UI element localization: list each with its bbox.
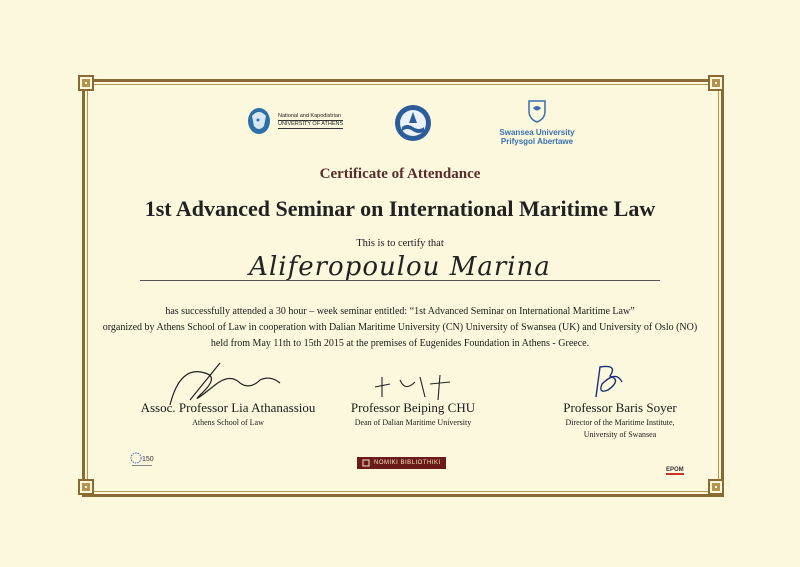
athens-logo-line1: National and Kapodistrian [278, 113, 343, 121]
certificate-body [100, 304, 700, 352]
signatory-name: Professor Beiping CHU [350, 400, 476, 415]
frame-corner-bottom-left [78, 479, 94, 495]
recipient-name: Aliferopoulou Marina [249, 252, 551, 282]
frame-corner-bottom-right [708, 479, 724, 495]
svg-text:150: 150 [142, 456, 154, 463]
footer-logo-epom [666, 458, 684, 476]
swansea-university-logo [497, 99, 577, 146]
body-line-3: held from May 11th to 15th 2015 at the premises of Eugenides Foundation in Athens - Greece. [210, 338, 590, 349]
swansea-crest-icon [527, 99, 547, 123]
footer-logo-left [130, 450, 156, 470]
swansea-logo-line2: Prifysgol Abertawe [500, 137, 574, 146]
athena-head-icon [246, 106, 272, 136]
seminar-title: 1st Advanced Seminar on International Maritime Law [144, 196, 656, 221]
athens-logo-line2: UNIVERSITY OF ATHENS [278, 121, 344, 127]
signatory-role: Director of the Maritime Institute, [565, 418, 675, 427]
signatory-role: Dean of Dalian Maritime University [354, 418, 472, 427]
frame-corner-top-right [708, 75, 724, 91]
athens-university-logo [246, 106, 343, 136]
signatory-name: Professor Baris Soyer [563, 400, 677, 415]
signatory-role: Athens School of Law [192, 418, 264, 427]
signatory-soyer [540, 400, 700, 440]
anniversary-logo-icon [130, 450, 156, 470]
signatory-athanassiou [128, 400, 328, 428]
signatory-name: Assoc. Professor Lia Athanassiou [140, 400, 316, 415]
signatory-role-line2: University of Swansea [583, 430, 657, 439]
signatory-chu [333, 400, 493, 428]
certificate-title: Certificate of Attendance [319, 166, 481, 182]
footer-logo-nomiki [357, 457, 446, 469]
frame-corner-top-left [78, 75, 94, 91]
epom-label: EPOM [666, 467, 684, 473]
swansea-logo-line1: Swansea University [499, 128, 575, 137]
dalian-maritime-seal-icon [393, 103, 433, 143]
nomiki-label: NOMIKI BIBLIOTHIKI [374, 460, 441, 466]
name-underline [140, 280, 660, 281]
certify-text: This is to certify that [356, 238, 444, 249]
body-line-2: organized by Athens School of Law in cooperation with Dalian Maritime University (CN) University of Swansea (UK) and University of Oslo (NO) [102, 322, 698, 333]
body-line-1: has successfully attended a 30 hour – week seminar entitled: “1st Advanced Seminar on International Maritime Law” [165, 306, 635, 317]
book-icon [362, 459, 370, 467]
dalian-maritime-logo [393, 103, 433, 148]
